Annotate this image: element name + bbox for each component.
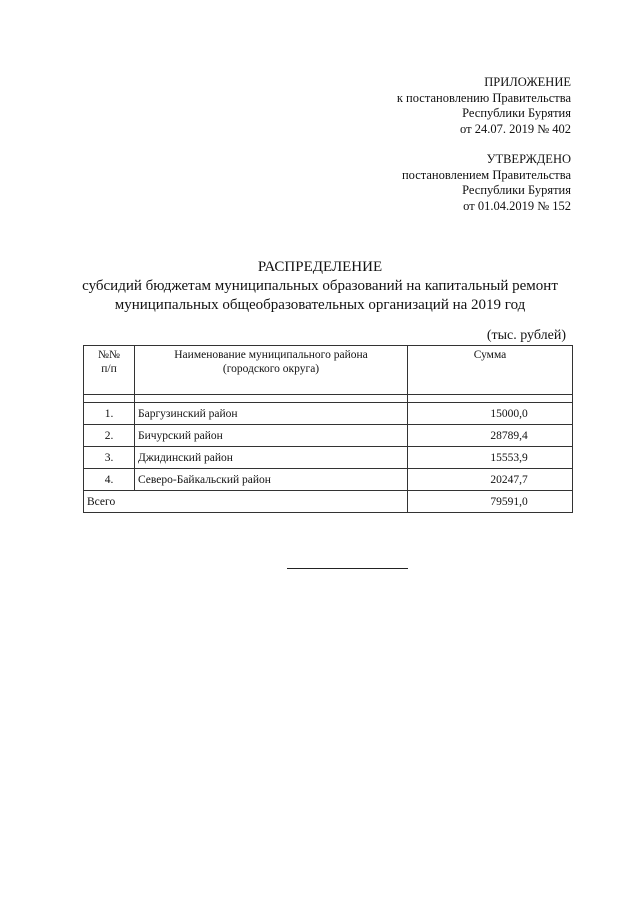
total-sum: 79591,0 <box>490 495 528 508</box>
row-sum-cell <box>408 425 573 447</box>
approved-line-2: Республики Бурятия <box>462 183 571 197</box>
appendix-line-2: Республики Бурятия <box>462 106 571 120</box>
document-heading <box>0 258 640 315</box>
approved-line-3: от 01.04.2019 № 152 <box>463 198 571 213</box>
row-sum: 15553,9 <box>490 451 528 464</box>
table-total-row <box>84 491 573 513</box>
distribution-table <box>83 345 573 513</box>
approved-title: УТВЕРЖДЕНО <box>486 152 571 166</box>
appendix-block <box>397 75 571 137</box>
header-sum: Сумма <box>408 346 573 395</box>
total-sum-cell <box>408 491 573 513</box>
table-header-row <box>84 346 573 395</box>
document-subtitle-2: муниципальных общеобразовательных организаций на 2019 год <box>114 297 526 313</box>
table-spacer-row <box>84 395 573 403</box>
row-sum-cell <box>408 469 573 491</box>
end-divider-line <box>287 568 408 569</box>
row-sum-cell <box>408 447 573 469</box>
table-row <box>84 425 573 447</box>
row-sum: 20247,7 <box>490 473 528 486</box>
spacer-cell <box>408 395 573 403</box>
table-row <box>84 447 573 469</box>
row-sum-cell <box>408 403 573 425</box>
appendix-line-3: от 24.07. 2019 № 402 <box>460 121 571 136</box>
spacer-cell <box>135 395 408 403</box>
header-name <box>135 346 408 395</box>
row-name: Северо-Байкальский район <box>135 469 408 491</box>
spacer-cell <box>84 395 135 403</box>
row-num: 1. <box>84 403 135 425</box>
header-name-line-2: (городского округа) <box>222 363 320 375</box>
row-sum: 28789,4 <box>490 429 528 442</box>
table-row <box>84 469 573 491</box>
total-label: Всего <box>84 491 408 513</box>
units-label: (тыс. рублей) <box>486 328 566 343</box>
header-name-line-1: Наименование муниципального района <box>174 349 368 361</box>
appendix-title: ПРИЛОЖЕНИЕ <box>484 75 571 89</box>
header-num-line-1: №№ <box>98 349 120 361</box>
row-name: Баргузинский район <box>135 403 408 425</box>
row-name: Джидинский район <box>135 447 408 469</box>
document-title: РАСПРЕДЕЛЕНИЕ <box>257 259 383 275</box>
row-name: Бичурский район <box>135 425 408 447</box>
approved-line-1: постановлением Правительства <box>401 167 571 182</box>
row-num: 2. <box>84 425 135 447</box>
document-subtitle-1: субсидий бюджетам муниципальных образований на капитальный ремонт <box>82 278 558 294</box>
row-num: 4. <box>84 469 135 491</box>
approved-block <box>402 152 571 214</box>
row-sum: 15000,0 <box>490 407 528 420</box>
table-row <box>84 403 573 425</box>
header-num-line-2: п/п <box>101 363 117 375</box>
header-num <box>84 346 135 395</box>
appendix-line-1: к постановлению Правительства <box>396 90 571 105</box>
row-num: 3. <box>84 447 135 469</box>
